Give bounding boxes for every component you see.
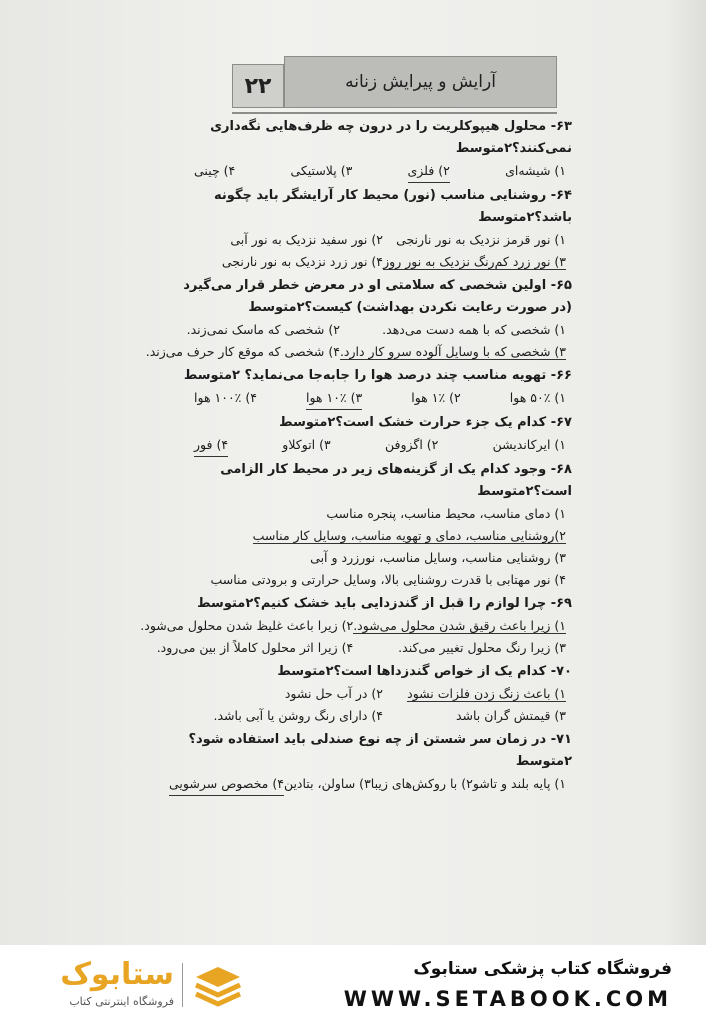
option-2: ۲) شخصی که ماسک نمی‌زند. [186, 322, 340, 337]
option-2: ۲) نور سفید نزدیک به نور آبی [230, 232, 383, 247]
question-70 [180, 661, 572, 727]
question-title: ۷۰- کدام یک از خواص گندزداها است؟۲متوسط [277, 664, 572, 679]
option-2: ۲) فلزی [408, 160, 450, 183]
option-4: ۴) نور زرد نزدیک به نور نارنجی [221, 254, 383, 269]
option-4: ۴) ۱۰۰٪ هوا [194, 390, 257, 405]
option-4: ۴) چینی [194, 163, 236, 178]
question-title: ۷۱- در زمان سر شستن از چه نوع صندلی باید استفاده شود؟۲متوسط [188, 732, 572, 769]
option-3: ۳) اتوکلاو [282, 437, 331, 452]
option-2: ۲) اگزوفن [384, 437, 439, 452]
option-3: ۳) شخصی که با وسایل آلوده سرو کار دارد. [339, 344, 566, 359]
options [180, 503, 572, 591]
option-3: ۳) روشنایی مناسب، وسایل مناسب، نورزرد و آبی [310, 550, 566, 565]
question-title: ۶۶- تهویه مناسب چند درصد هوا را جابه‌جا می‌نماید؟ ۲متوسط [183, 368, 572, 383]
question-67 [180, 412, 572, 457]
question-list [140, 116, 572, 798]
option-1: ۱) شیشه‌ای [505, 163, 566, 178]
options [180, 387, 572, 410]
option-4: ۴) مخصوص سرشویی [169, 773, 284, 796]
question-68 [180, 459, 572, 591]
question-63 [180, 116, 572, 183]
store-footer-banner [0, 945, 706, 1024]
option-4: ۴) شخصی که موقع کار حرف می‌زند. [145, 344, 340, 359]
page-header [232, 56, 557, 114]
options [180, 229, 572, 273]
option-2: ۲) در آب حل نشود [284, 686, 383, 701]
question-71 [169, 729, 572, 796]
footer-text [344, 959, 672, 1011]
option-1: ۱) زیرا باعث رقیق شدن محلول می‌شود. [353, 618, 566, 633]
page-shadow [666, 0, 706, 945]
logo-divider [182, 963, 183, 1007]
option-3: ۳) نور زرد کم‌رنگ نزدیک به نور روز [383, 254, 566, 269]
question-title: ۶۹- چرا لوازم را قبل از گندزدایی باید خشک کنیم؟۲متوسط [197, 596, 572, 611]
option-3: ۳) قیمتش گران باشد [455, 708, 566, 723]
option-1: ۱) باعث زنگ زدن فلزات نشود [407, 686, 566, 701]
option-1: ۱) ایرکاندیشن [492, 437, 566, 452]
question-title: ۶۵- اولین شخصی که سلامتی او در معرض خطر قرار می‌گیرد (در صورت رعایت نکردن بهداشت) کیست؟۲متوسط [183, 278, 572, 315]
option-2: ۲) با روکش‌های زیبا [370, 776, 473, 791]
option-2: ۲) زیرا باعث غلیظ شدن محلول می‌شود. [140, 618, 354, 633]
page-number: ۲۲ [232, 64, 284, 108]
book-stack-icon [192, 959, 244, 1011]
options [140, 615, 572, 659]
option-4: ۴) دارای رنگ روشن یا آبی باشد. [213, 708, 383, 723]
chapter-title: آرایش و پیرایش زنانه [284, 56, 557, 108]
option-4: ۴) فور [194, 434, 228, 457]
option-1: ۱) پایه بلند و تاشو [472, 776, 566, 791]
option-2: ۲) ۱٪ هوا [411, 390, 461, 405]
options [169, 773, 572, 796]
option-3: ۳) زیرا رنگ محلول تغییر می‌کند. [398, 640, 566, 655]
options [180, 683, 572, 727]
store-url[interactable]: WWW.SETABOOK.COM [343, 987, 672, 1011]
option-1: ۱) ۵۰٪ هوا [509, 390, 566, 405]
option-1: ۱) شخصی که با همه دست می‌دهد. [382, 322, 566, 337]
options [180, 434, 572, 457]
question-64 [180, 185, 572, 273]
option-4: ۴) زیرا اثر محلول کاملاً از بین می‌رود. [156, 640, 354, 655]
question-title: ۶۴- روشنایی مناسب (نور) محیط کار آرایشگر باید چگونه باشد؟۲متوسط [214, 188, 572, 225]
option-1: ۱) دمای مناسب، محیط مناسب، پنجره مناسب [326, 506, 566, 521]
options [180, 160, 572, 183]
options [145, 319, 572, 363]
option-4: ۴) نور مهتابی با قدرت روشنایی بالا، وسایل حرارتی و برودتی مناسب [210, 572, 566, 587]
question-title: ۶۳- محلول هیپوکلریت را در درون چه ظرف‌هایی نگه‌داری نمی‌کنند؟۲متوسط [210, 119, 572, 156]
question-65 [145, 275, 572, 363]
store-name: فروشگاه کتاب پزشکی ستابوک [413, 959, 672, 979]
option-3: ۳) ۱۰٪ هوا [306, 387, 362, 410]
option-3: ۳) ساولن، بتادین [283, 776, 371, 791]
logo-brand-text: ستابوک [60, 957, 174, 992]
header-divider [232, 112, 557, 114]
store-logo [24, 957, 244, 1013]
question-66 [180, 365, 572, 410]
option-3: ۳) پلاستیکی [290, 163, 353, 178]
question-69 [140, 593, 572, 659]
logo-subtitle: فروشگاه اینترنتی کتاب [69, 995, 174, 1008]
option-2: ۲)روشنایی مناسب، دمای و تهویه مناسب، وسایل کار مناسب [252, 528, 566, 543]
question-title: ۶۸- وجود کدام یک از گزینه‌های زیر در محیط کار الزامی است؟۲متوسط [220, 462, 572, 499]
option-1: ۱) نور قرمز نزدیک به نور نارنجی [396, 232, 566, 247]
question-title: ۶۷- کدام یک جزء حرارت خشک است؟۲متوسط [279, 415, 572, 430]
